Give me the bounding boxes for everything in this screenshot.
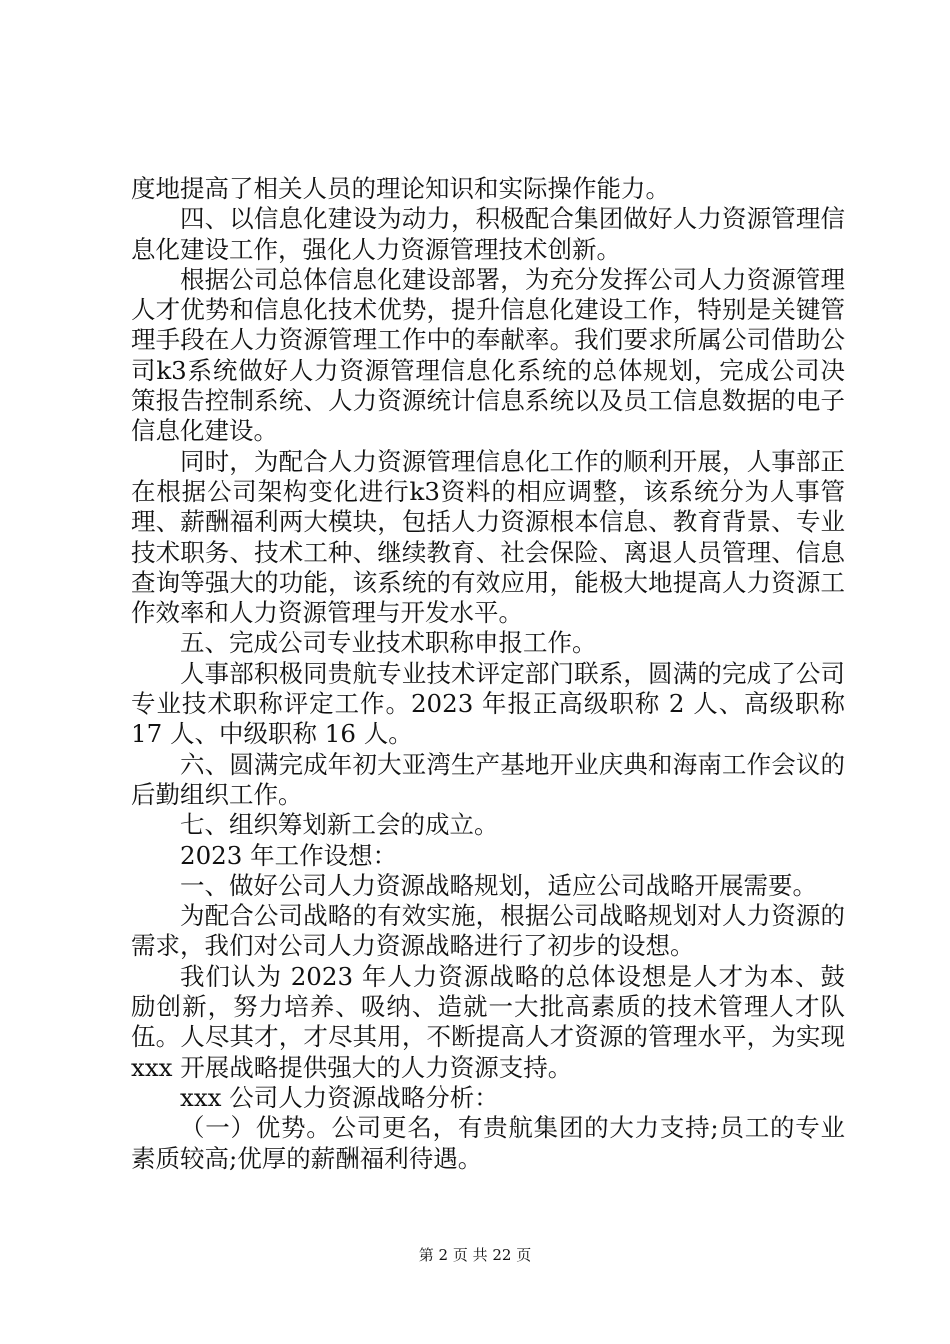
page-number-footer: 第 2 页 共 22 页 xyxy=(418,1246,532,1264)
paragraph-14: （一）优势。公司更名，有贵航集团的大力支持;员工的专业素质较高;优厚的薪酬福利待遇。 xyxy=(131,1113,845,1173)
document-body xyxy=(131,174,845,1174)
paragraph-7: 六、圆满完成年初大亚湾生产基地开业庆典和海南工作会议的后勤组织工作。 xyxy=(131,749,845,809)
paragraph-13: xxx 公司人力资源战略分析： xyxy=(180,1082,499,1112)
paragraph-4: 同时，为配合人力资源管理信息化工作的顺利开展，人事部正在根据公司架构变化进行k3资料的相应调整，该系统分为人事管理、薪酬福利两大模块，包括人力资源根本信息、教育背景、专业技术职务、技术工种、继续教育、社会保险、离退人员管理、信息查询等强大的功能，该系统的有效应用，能极大地提高人力资源工作效率和人力资源管理与开发水平。 xyxy=(131,446,845,628)
paragraph-10: 一、做好公司人力资源战略规划，适应公司战略开展需要。 xyxy=(180,870,817,900)
paragraph-5: 五、完成公司专业技术职称申报工作。 xyxy=(180,628,597,658)
paragraph-9: 2023 年工作设想： xyxy=(180,840,398,870)
paragraph-11: 为配合公司战略的有效实施，根据公司战略规划对人力资源的需求，我们对公司人力资源战略进行了初步的设想。 xyxy=(131,901,845,961)
paragraph-3: 根据公司总体信息化建设部署，为充分发挥公司人力资源管理人才优势和信息化技术优势，提升信息化建设工作，特别是关键管理手段在人力资源管理工作中的奉献率。我们要求所属公司借助公司k3系统做好人力资源管理信息化系统的总体规划，完成公司决策报告控制系统、人力资源统计信息系统以及员工信息数据的电子信息化建设。 xyxy=(131,264,845,446)
paragraph-8: 七、组织筹划新工会的成立。 xyxy=(180,810,499,840)
paragraph-6: 人事部积极同贵航专业技术评定部门联系，圆满的完成了公司专业技术职称评定工作。2023 年报正高级职称 2 人、高级职称 17 人、中级职称 16 人。 xyxy=(131,658,845,749)
paragraph-12: 我们认为 2023 年人力资源战略的总体设想是人才为本、鼓励创新，努力培养、吸纳、造就一大批高素质的技术管理人才队伍。人尽其才，才尽其用，不断提高人才资源的管理水平，为实现 xxx 开展战略提供强大的人力资源支持。 xyxy=(131,961,845,1082)
paragraph-2: 四、以信息化建设为动力，积极配合集团做好人力资源管理信息化建设工作，强化人力资源管理技术创新。 xyxy=(131,204,845,264)
paragraph-1: 度地提高了相关人员的理论知识和实际操作能力。 xyxy=(131,174,670,203)
